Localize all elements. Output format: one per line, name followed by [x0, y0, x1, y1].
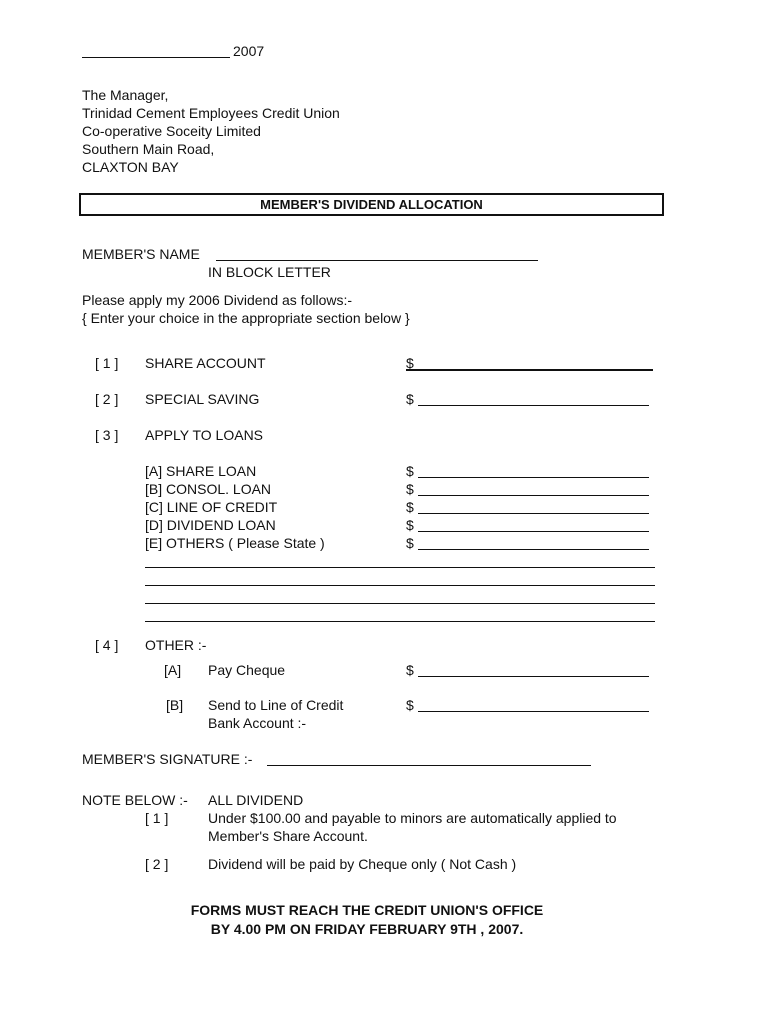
option-1-number: [ 1 ]: [95, 355, 119, 371]
address-line-1: The Manager,: [82, 87, 169, 103]
pay-cheque-amount-field[interactable]: [418, 676, 649, 677]
please-state-line[interactable]: [145, 621, 655, 622]
instruction-line-1: Please apply my 2006 Dividend as follows:-: [82, 292, 353, 308]
option-4-number: [ 4 ]: [95, 637, 119, 653]
block-letter-note: IN BLOCK LETTER: [208, 264, 331, 280]
address-line-4: Southern Main Road,: [82, 141, 215, 157]
option-1-currency: $: [406, 355, 414, 371]
address-line-5: CLAXTON BAY: [82, 159, 179, 175]
title-banner: [79, 193, 664, 216]
share-loan-amount-field[interactable]: [418, 477, 649, 478]
line-of-credit-bank-amount-field[interactable]: [418, 711, 649, 712]
other-b-key: [B]: [166, 697, 184, 713]
note-1-line-1: Under $100.00 and payable to minors are automatically applied to: [208, 810, 617, 826]
other-b-label-2: Bank Account :-: [208, 715, 307, 731]
other-a-currency: $: [406, 662, 414, 678]
other-b-label: Send to Line of Credit: [208, 697, 344, 713]
date-blank[interactable]: [82, 57, 230, 58]
member-name-field[interactable]: [216, 260, 538, 261]
loan-a-label: [A] SHARE LOAN: [145, 463, 257, 479]
signature-label: MEMBER'S SIGNATURE :-: [82, 751, 253, 767]
footer-line-1: FORMS MUST REACH THE CREDIT UNION'S OFFICE: [190, 902, 544, 918]
address-line-3: Co-operative Soceity Limited: [82, 123, 261, 139]
loan-e-currency: $: [406, 535, 414, 551]
loan-e-label: [E] OTHERS ( Please State ): [145, 535, 325, 551]
other-a-key: [A]: [164, 662, 182, 678]
other-b-currency: $: [406, 697, 414, 713]
form-title: MEMBER'S DIVIDEND ALLOCATION: [260, 197, 483, 212]
loan-b-label: [B] CONSOL. LOAN: [145, 481, 272, 497]
loan-c-currency: $: [406, 499, 414, 515]
loan-b-currency: $: [406, 481, 414, 497]
loan-d-label: [D] DIVIDEND LOAN: [145, 517, 276, 533]
loan-d-currency: $: [406, 517, 414, 533]
option-3-number: [ 3 ]: [95, 427, 119, 443]
consol-loan-amount-field[interactable]: [418, 495, 649, 496]
other-a-label: Pay Cheque: [208, 662, 286, 678]
special-saving-amount-field[interactable]: [418, 405, 649, 406]
please-state-line[interactable]: [145, 585, 655, 586]
member-name-label: MEMBER'S NAME: [82, 246, 200, 262]
option-2-label: SPECIAL SAVING: [145, 391, 260, 407]
date-year: 2007: [233, 43, 265, 59]
footer-line-2: BY 4.00 PM ON FRIDAY FEBRUARY 9TH , 2007.: [210, 921, 524, 937]
option-2-number: [ 2 ]: [95, 391, 119, 407]
note-heading: ALL DIVIDEND: [208, 792, 304, 808]
line-of-credit-amount-field[interactable]: [418, 513, 649, 514]
others-amount-field[interactable]: [418, 549, 649, 550]
loan-c-label: [C] LINE OF CREDIT: [145, 499, 278, 515]
option-1-label: SHARE ACCOUNT: [145, 355, 266, 371]
address-line-2: Trinidad Cement Employees Credit Union: [82, 105, 340, 121]
please-state-line[interactable]: [145, 567, 655, 568]
instruction-line-2: { Enter your choice in the appropriate section below }: [82, 310, 410, 326]
share-account-amount-field[interactable]: [406, 369, 653, 371]
dividend-loan-amount-field[interactable]: [418, 531, 649, 532]
signature-field[interactable]: [267, 765, 591, 766]
note-1-line-2: Member's Share Account.: [208, 828, 368, 844]
please-state-line[interactable]: [145, 603, 655, 604]
note-label: NOTE BELOW :-: [82, 792, 188, 808]
note-2-number: [ 2 ]: [145, 856, 169, 872]
note-2-line-1: Dividend will be paid by Cheque only ( Not Cash ): [208, 856, 517, 872]
note-1-number: [ 1 ]: [145, 810, 169, 826]
option-3-label: APPLY TO LOANS: [145, 427, 264, 443]
option-2-currency: $: [406, 391, 414, 407]
loan-a-currency: $: [406, 463, 414, 479]
option-4-label: OTHER :-: [145, 637, 207, 653]
